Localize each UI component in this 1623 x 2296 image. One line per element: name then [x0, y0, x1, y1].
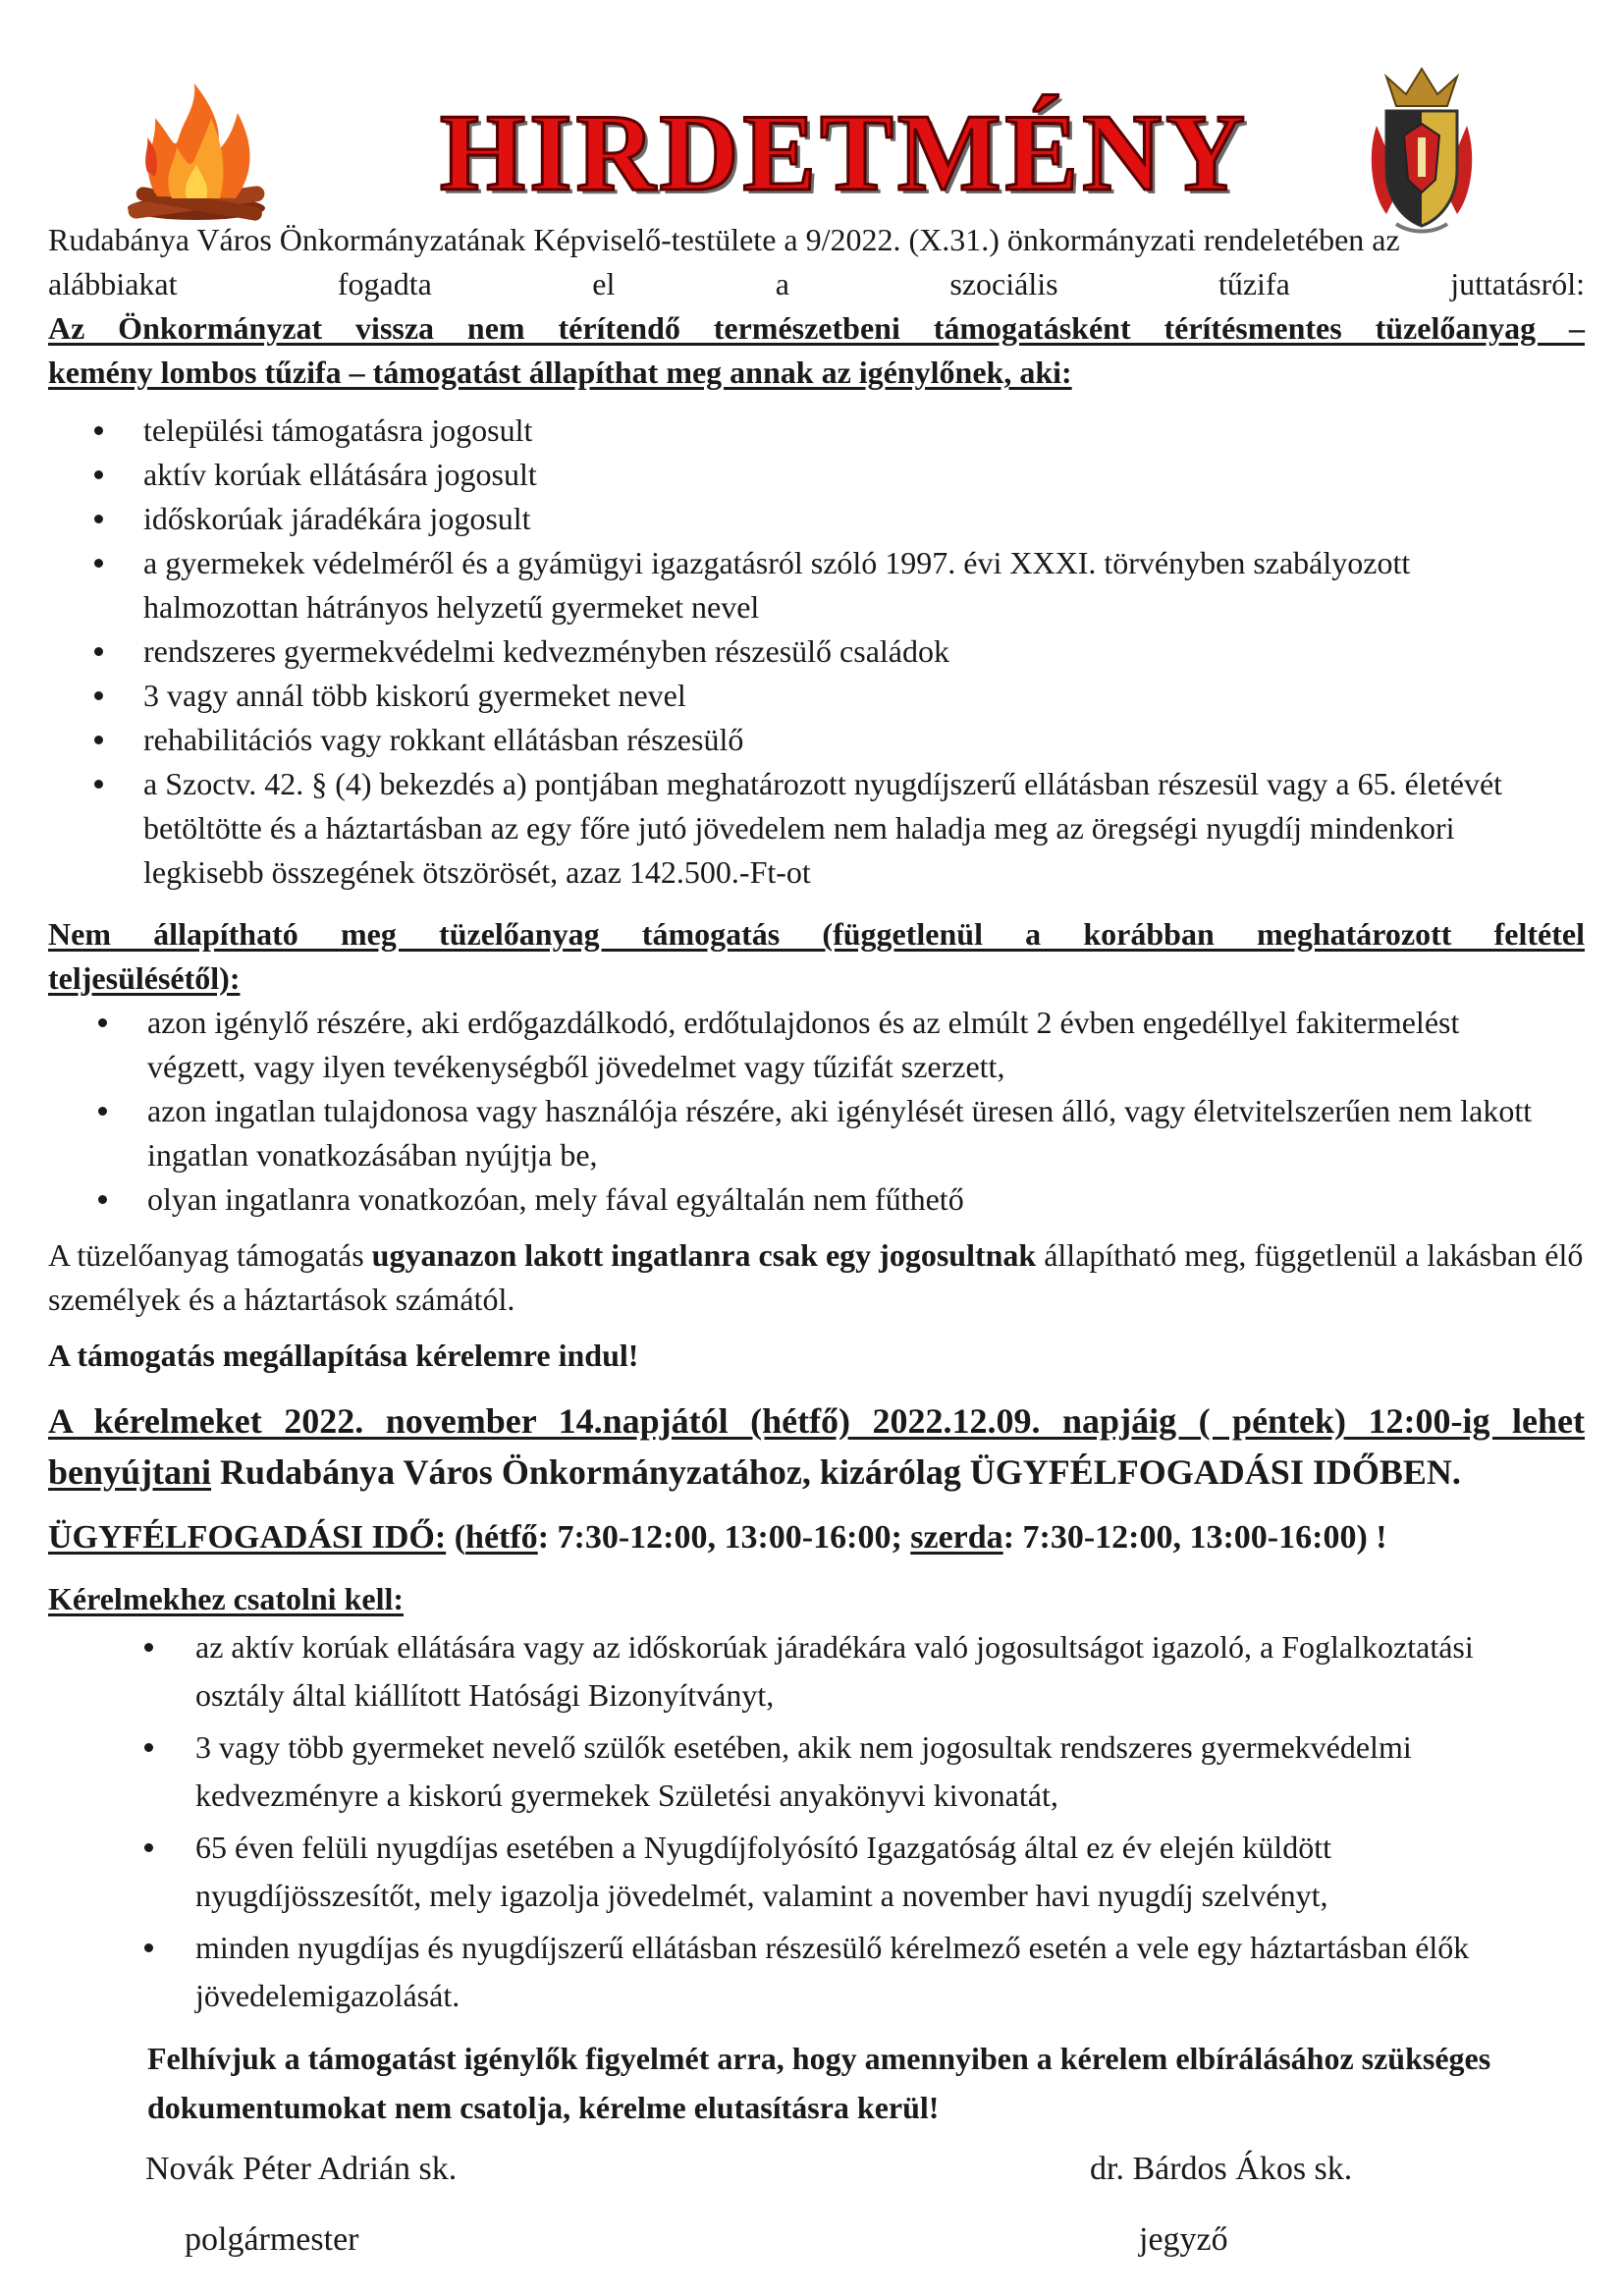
- header: [0, 59, 1623, 214]
- text-segment-bold: ugyanazon lakott ingatlanra csak egy jogosultnak: [371, 1237, 1037, 1273]
- attachments-list: [48, 1623, 1585, 2020]
- text-segment: (: [446, 1519, 466, 1556]
- text-segment: állapítható meg, függetlenül a lakásban élő személyek és a háztartások számától.: [48, 1237, 1584, 1317]
- mayor-name: Novák Péter Adrián sk.: [145, 2151, 458, 2187]
- eligibility-heading-cont: kemény lombos tűzifa – támogatást állapíthat meg annak az igénylőnek, aki:: [48, 355, 1072, 390]
- office-hours-time: : 7:30-12:00, 13:00-16:00;: [537, 1519, 911, 1556]
- eligibility-heading: Az Önkormányzat vissza nem térítendő természetbeni támogatásként térítésmentes tüzelőanyag –: [48, 310, 1585, 346]
- list-item: azon ingatlan tulajdonosa vagy használója részére, aki igénylését üresen álló, vagy életvitelszerűen nem lakott ingatlan vonatkozásában nyújtja be,: [147, 1089, 1585, 1177]
- deadline-text-cont: [48, 1447, 1585, 1498]
- list-item: aktív korúak ellátására jogosult: [143, 453, 1585, 497]
- intro-word: alábbiakat: [48, 266, 178, 301]
- intro-word: el: [592, 266, 616, 301]
- notary-title: jegyző: [1139, 2221, 1228, 2258]
- intro-word: a: [775, 266, 789, 301]
- list-item: települési támogatásra jogosult: [143, 409, 1585, 453]
- list-item: 65 éven felüli nyugdíjas esetében a Nyugdíjfolyósító Igazgatóság által ez év elején küldött nyugdíjösszesítőt, mely igazolja jövedelmét, valamint a november havi nyugdíj szelvényt,: [195, 1824, 1585, 1920]
- warning-text: Felhívjuk a támogatást igénylők figyelmét arra, hogy amennyiben a kérelem elbírálásához szükséges dokumentumokat nem csatolja, kérelme elutasításra kerül!: [147, 2041, 1491, 2125]
- office-hours: [48, 1515, 1585, 1559]
- list-item: a gyermekek védelméről és a gyámügyi igazgatásról szóló 1997. évi XXXI. törvényben szabályozott halmozottan hátrányos helyzetű gyermeket nevel: [143, 541, 1585, 629]
- not-eligible-heading-cont: teljesülésétől):: [48, 960, 241, 996]
- office-hours-day: szerda: [910, 1519, 1003, 1556]
- list-item: az aktív korúak ellátására vagy az időskorúak járadékára való jogosultságot igazoló, a Foglalkoztatási osztály által kiállított Hatósági Bizonyítványt,: [195, 1623, 1585, 1720]
- notary-name: dr. Bárdos Ákos sk.: [1090, 2151, 1353, 2187]
- intro-line-2: [48, 262, 1585, 306]
- text-segment-underlined: benyújtani: [48, 1452, 212, 1492]
- intro-word: juttatásról:: [1450, 266, 1586, 301]
- list-item: időskorúak járadékára jogosult: [143, 497, 1585, 541]
- intro-line-1: Rudabánya Város Önkormányzatának Képviselő-testülete a 9/2022. (X.31.) önkormányzati rendeletében az: [48, 222, 1400, 257]
- office-hours-day: hétfő: [465, 1519, 538, 1556]
- not-eligible-list: [48, 1001, 1585, 1222]
- notice-title: HIRDETMÉNY: [439, 92, 1250, 214]
- text-segment: Rudabánya Város Önkormányzatához, kizárólag ÜGYFÉLFOGADÁSI IDŐBEN.: [211, 1452, 1461, 1492]
- text-segment: A tüzelőanyag támogatás: [48, 1237, 372, 1273]
- list-item: rehabilitációs vagy rokkant ellátásban részesülő: [143, 718, 1585, 762]
- deadline-text: A kérelmeket 2022. november 14.napjától (hétfő) 2022.12.09. napjáig ( péntek) 12:00-ig lehet: [48, 1401, 1585, 1441]
- list-item: minden nyugdíjas és nyugdíjszerű ellátásban részesülő kérelmező esetén a vele egy háztartásban élők jövedelemigazolását.: [195, 1924, 1585, 2020]
- one-per-property-text: [48, 1233, 1585, 1322]
- notice-body: [48, 218, 1585, 2132]
- list-item: 3 vagy több gyermeket nevelő szülők esetében, akik nem jogosultak rendszeres gyermekvédelmi kedvezményre a kiskorú gyermekek Születési anyakönyvi kivonatát,: [195, 1723, 1585, 1820]
- list-item: rendszeres gyermekvédelmi kedvezményben részesülő családok: [143, 629, 1585, 674]
- list-item: a Szoctv. 42. § (4) bekezdés a) pontjában meghatározott nyugdíjszerű ellátásban részesül vagy a 65. életévét betöltötte és a háztartásban az egy főre jutó jövedelem nem haladja meg az öregségi nyugdíj mindenkori legkisebb összegének ötszörösét, azaz 142.500.-Ft-ot: [143, 762, 1585, 895]
- list-item: 3 vagy annál több kiskorú gyermeket nevel: [143, 674, 1585, 718]
- intro-word: fogadta: [337, 266, 432, 301]
- town-coat-of-arms-icon: [1367, 67, 1477, 234]
- on-request-text: A támogatás megállapítása kérelemre indul!: [48, 1338, 639, 1373]
- eligible-list: [48, 409, 1585, 895]
- list-item: azon igénylő részére, aki erdőgazdálkodó, erdőtulajdonos és az elmúlt 2 évben engedéllyel fakitermelést végzett, vagy ilyen tevékenységből jövedelmet vagy tűzifát szerzett,: [147, 1001, 1585, 1089]
- attachments-heading: Kérelmekhez csatolni kell:: [48, 1581, 404, 1616]
- intro-word: szociális: [949, 266, 1058, 301]
- intro-word: tűzifa: [1217, 266, 1290, 301]
- list-item: olyan ingatlanra vonatkozóan, mely fával egyáltalán nem fűthető: [147, 1177, 1585, 1222]
- not-eligible-heading: Nem állapítható meg tüzelőanyag támogatás (függetlenül a korábban meghatározott feltétel: [48, 916, 1585, 952]
- campfire-icon: [118, 79, 275, 226]
- office-hours-label: ÜGYFÉLFOGADÁSI IDŐ:: [48, 1519, 447, 1556]
- office-hours-time: : 7:30-12:00, 13:00-16:00) !: [1002, 1519, 1387, 1556]
- mayor-title: polgármester: [185, 2221, 359, 2258]
